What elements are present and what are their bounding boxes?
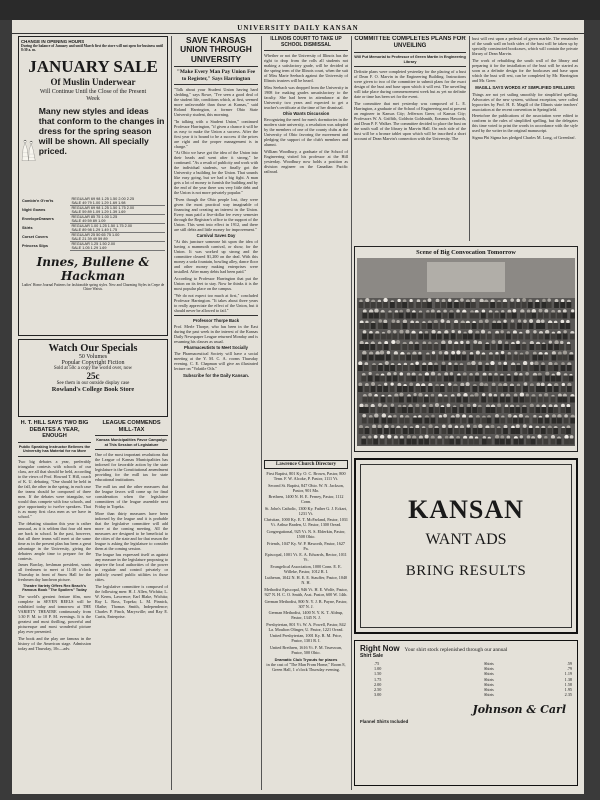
directory-entry: German Methodist, 800 N. Y. J. B. Payne, Pastor, 307 N. J. [264, 598, 348, 609]
union-paragraph: "At Ohio we have got the idea of the Union into their heads and went after it strong," he continued. "As a result of publicity and work with the individual students, we finally got the University a building for the Union. That sounds like easy going, but we had a big fight. A man gets a lot of money to furnish the building and by the end of the year there was very little debt and the Union is not more privately popular." [174, 150, 258, 196]
hill-headline: H. T. HILL SAYS TWO BIG DEBATES A YEAR, ENOUGH [20, 420, 89, 440]
shirt-headline: Right Now [360, 644, 400, 653]
regular-price: 2.50 [374, 687, 382, 693]
sale-price: 1.95 [564, 687, 572, 693]
sale-price: 1.58 [564, 681, 572, 687]
item-name: Corset Covers [22, 234, 48, 239]
shirt-label: Shirts [484, 687, 494, 693]
shirt-label: Shirts [484, 681, 494, 687]
store-signature: Innes, Bullene & Hackman [36, 254, 150, 283]
sale-continue: Will Continue Until the Close of the Present Week [39, 88, 147, 102]
convocation-photo [357, 258, 575, 446]
price-table [21, 197, 165, 251]
column-4 [354, 36, 466, 256]
regular-price: 3.00 [374, 692, 382, 698]
shirt-label: Shirts [484, 661, 494, 666]
memorial-subhead: Will Put Memorial to Professor of Green Martin in Engineering Library [354, 55, 466, 64]
league-paragraph: The legislative committee is composed of the following men: H. J. Allen, Wichita; L. W. Kerns, Lawrence; Earl Blake, Wichita; Ray L. Ross, Topeka; L. M. Pinnick, Olathe; Thomas Smith, Independence; Charles P. Finch, Marysville; and Ray E. Curtis, Enterprise. [95, 583, 168, 619]
kansan-want-ads [354, 458, 578, 634]
regular-price-row: REGULAR 25 50 65 75 1.00 [71, 232, 120, 237]
item-name: EnvelopeDrawers [22, 216, 54, 221]
directory-sub2: Dramatic Club Tryouts for places [274, 656, 338, 662]
bust-paragraph: The work of rebuilding the south wall of the library and preparing it for the installation of the bust will be started as soon as a definite design for the bookcases and base upon which the bust will rest, can be completed by Mr. Harrington and Mr. Greer. [472, 57, 578, 83]
notice-title: CHANGE IN OPENING HOURS [21, 39, 85, 44]
ladies-illustration [21, 106, 36, 194]
shirt-label: Shirts [484, 692, 494, 698]
league-article [95, 420, 168, 652]
league-body-2 [174, 324, 258, 344]
hill-variety-paragraph: The world's greatest feature film, now complete in SEVEN REELS will be exhibited today and tomorrow at THE VARIETY THEATRE continuously from 1:30 P. M. to 10 P. M. evenings. It is the greatest and most thrilling, powerful and picturesque and most wonderful picture play ever presented. [18, 593, 91, 634]
directory-entry: Lutheran, 1042 N. H. E. E. Stauffer, Pastor, 1040 N. H. [264, 575, 348, 586]
specials-line1: 50 Volumes [78, 354, 108, 360]
hill-body [18, 459, 91, 582]
january-sale-ad [18, 36, 168, 336]
shirt-label: Shirts [484, 671, 494, 677]
regular-price-row: REGULAR 69 98 1.25 1.50 1.75 2.00 [71, 205, 135, 210]
sale-headline: JANUARY SALE [28, 56, 158, 76]
league-paragraph: One of the most important resolutions that the League of Kansas Municipalities has indorsed for favorable action by the state legislature is the Constitutional amendment providing for the mill tax for state educational institutions. [95, 452, 168, 483]
directory-entry: Methodist Episcopal, 946 Vt. H. E. Wolfe, Pastor, 927 N. H. C. O. Smith, Asst. Pastor, 600 W. 14th. [264, 586, 348, 597]
photo-caption: Scene of Big Convocation Tomorrow [416, 249, 516, 256]
regular-price: 1.50 [374, 671, 382, 677]
right-body [472, 36, 578, 83]
directory-footer: in the cast of "The Man From Home," Room 8, Green Hall, 1 o'clock Thursday evening. [266, 661, 346, 672]
masthead: UNIVERSITY DAILY KANSAN [237, 24, 359, 32]
memorial-body [354, 69, 466, 141]
specials-line2: Popular Copyright Fiction [61, 360, 125, 366]
carnival-paragraph: "At this juncture someone hit upon the idea of having a mammoth carnival, or show, for the Union. It was worked up strong and the committee cleared $1,200 on the deal. With this money a soda fountain, bowling alley, dance floor and other money making enterprises were installed. After many debts had been paid." [174, 239, 258, 275]
scan-border [0, 0, 600, 20]
sale-price-row: SALE 59 89 1.09 1.29 1.39 1.69 [70, 210, 165, 215]
directory-entry: Friends, 1047 Ky. W. P. Haworth, Pastor, 1627 Pa. [266, 540, 346, 551]
hill-paragraph: James Barclay, freshman president, wants all freshmen to meet at 11:30 o'clock Thursday in front of Snow Hall for the freshmen day luncheon picture. [18, 562, 91, 583]
hill-paragraph: Two big debates a year, preferably triangular contests with schools of our class, are all that should be held, according to the views of Prof. Howard T. Hill, coach of K. U. debating. "One should be held in the fall, the other in the spring, in each case the teams should be composed of three men. If the debates were triangular, we would thus compete with four schools, and give opportunity to twelve speakers. That is as many first class men as we have in school." [18, 458, 91, 519]
column-5 [472, 36, 578, 256]
item-name: Combin'n G'rm'ts [22, 199, 54, 204]
sale-price-row: SALE 89 98 1.29 1.49 1.75 [70, 228, 165, 233]
memorial-paragraph: The committee that met yesterday was composed of L. E. Harrington, a graduate of the School of Engineering and at present an engineer in Kansas City; Jefferson Greer, of Kansas City; Professors W. A. Griffith, Goldwin Goldsmith, Erasmus Haworth, and Dean P. F. Walker. The committee decided to place the bust on the south wall of the library in Marvin Hall. On each side of the bust will be a bronze tablet upon which will be inscribed a short account of Dean Marvin's connection with the University. The [354, 100, 466, 141]
court-body-2 [264, 117, 348, 174]
shirt-footer: Flannel Shirts Included [360, 719, 409, 725]
thorpe-paragraph: Prof. Merle Thorpe, who has been in the East during the past week in the interest of the Kansas Daily Newspaper League returned Monday and is resuming his classes as usual. [174, 323, 258, 344]
league-paragraph: The mill tax and the other measures that the league favors will come up for final consideration when the legislative committees of the league assemble next Friday in Topeka. [95, 483, 168, 509]
magill-body [472, 92, 578, 140]
league-headline: LEAGUE COMMENDS MILL-TAX [102, 420, 161, 433]
sale-price-row: SALE 49 79 1.00 1.29 1.69 1.98 [70, 201, 165, 206]
specials-line3: Sold at 50c a copy the world over, now [53, 366, 133, 371]
masthead-rule [12, 33, 584, 34]
kansan-line2: BRING RESULTS [405, 563, 527, 579]
league-body-3 [174, 351, 258, 371]
sale-price: .59 [566, 661, 572, 666]
sale-blurb: Many new styles and ideas that conform to the changes in dress for the spring season will be shown. All specially priced. [38, 105, 165, 156]
specials-store: Rowland's College Book Store [51, 386, 135, 393]
union-paragraph: "In talking with a Student Union," continued Professor Harrington, "if given a chance it will be as easy to make the Union a success. After the first year it is bound to be a success if the prices are right and the proper management is in charge." [174, 118, 258, 149]
sale-price: .79 [566, 666, 572, 672]
hill-subhead: Public Speaking Instructor Believes the University has Material for no More [18, 444, 91, 454]
directory-entry: Evangelical Association, 1000 Conn. E. E. Willeke, Pastor, 1012 R. I. [270, 563, 342, 574]
convocation-photo-box [354, 246, 578, 452]
regular-price: 2.00 [374, 681, 382, 687]
directory-entry: Episcopal, 1001 Vt. E. A. Edwards, Rector, 1011 Vt. [265, 552, 347, 563]
ohio-paragraph: Recognizing the need for men's dormitories in the modern state university, a resolution was adopted by the members of one of the county clubs at the University of Ohio favoring the movement and pledging the support of the club's members and alumni. [264, 117, 348, 148]
hill-sub2: Theatre Variety Offers Rex Beach's Famous Book "The Spoilers" Today [22, 583, 87, 593]
specials-ad [18, 339, 168, 417]
regular-price-row: REGULAR 69 98 1.25 1.50 2.00 2.25 [71, 196, 135, 201]
shirt-label: Shirts [484, 676, 494, 682]
directory-entries [264, 471, 348, 655]
league-subhead: Kansas Municipalities Favor Campaign at This Session of Legislature [96, 438, 167, 447]
union-paragraph: "Talk about your Student Union having hard sledding," says Rowe, "I've seen a good deal of the student life, conditions which, at first, seemed more unfavorable than those at Kansas," said Roland Harrington, a former Ohio State University student, this morning. [174, 87, 258, 118]
magill-paragraph: Sigma Phi Sigma has pledged Charles M. Long, of Greenleaf. [472, 134, 576, 140]
item-name: Princess Slips [22, 243, 48, 248]
directory-entry: Congregational, 925 Vt. N. S. Elderkin, Pastor, 1508 Ohio. [266, 528, 346, 539]
hill-body-2 [18, 594, 91, 651]
directory-entry: St. John's Catholic, 1300 Ky. Father G. J. Eckart, 1231 Vt. [264, 505, 348, 516]
directory-entry: Second St. Baptist, 847 Ohio. W. N. Jackson, Pastor, 901 Mo. [268, 482, 344, 493]
sale-price-row: SALE 1.05 1.29 1.69 [70, 246, 165, 251]
regular-price: 1.75 [374, 676, 382, 682]
sale-price: 1.19 [564, 671, 572, 677]
sale-price: 2.35 [564, 692, 572, 698]
court-paragraph: Whether or not the University of Illinois has the right to drop from the rolls all students not making a satisfactory grade, will be decided at the spring term of the Illinois court, when the suit of Miss Marie Seebach against the University of Illinois trustees will be heard. [264, 53, 348, 83]
hill-paragraph: The debating situation this year is rather unusual, as it is seldom that four old men are back in school. In the past, however, that all three teams will meet at the same time as in the present plan has been a great advantage in the University, giving the debaters ample time to prepare for the contests. [18, 520, 91, 561]
sale-subhead: Of Muslin Underwear [50, 76, 136, 87]
hill-variety-paragraph: The book and the play are famous in the history of the American stage. Admission today and Thursday, 10c—adv. [18, 635, 91, 651]
sale-price-row: SALE 21 39 49 59 89 [70, 237, 165, 242]
regular-price-row: REGULAR 1.25 1.50 2.00 [71, 241, 116, 246]
memorial-paragraph: Definite plans were completed yesterday for the placing of a bust of Dean F. O. Marvin in the Engineering Building. Instructions were given to two of the committee to submit plans for the exact design of the bust and base upon which it will rest. The unveiling will take place during commencement week but as yet no definite date or time has been set for the event. [354, 69, 466, 100]
union-subhead: "Make Every Man Pay Union Fee to Register," Says Harrington [176, 69, 256, 82]
carnival-paragraph: "We do not expect too much at first," concluded Professor Harrington. "It takes about three years to really appreciate the effect of the Union, but it should never be allowed to fail." [174, 292, 258, 313]
bust-paragraph: bust will rest upon a pedestal of green marble. The remainder of the south wall on both sides of the bust will be taken up by specially constructed bookcases, which will contain the private library of Dean Marvin. [472, 36, 578, 56]
pharmacy-paragraph: The Pharmaceutical Society will have a social meeting at the Y. M. C. A. rooms Thursday evening. C. E. Chapman will give an illustrated lecture on "Volatile Oils." [174, 351, 258, 372]
league-paragraph: More than thirty measures have been indorsed by the league and it is probable that the legislative committee will add more at the coming meeting. All the measures are designed to be beneficial to the cities of the state and for that reason the league is asking the legislature to consider them at the coming session. [95, 510, 168, 551]
hill-article [18, 420, 91, 652]
ohio-paragraph: William Woodbury, a graduate of the School of Engineering visited his professor at the Hill yesterday. Woodbury now holds a position as division engineer on the Canadian Pacific railroad. [264, 148, 348, 174]
league-sub3: Pharmaceutists to Meet Socially [184, 345, 248, 351]
directory-entry: First Baptist, 801 Ky. O. C. Brown, Pastor, 800 Tenn. F. W. Alcoke, P. Pastor, 1111 Vt. [266, 471, 346, 481]
sale-tagline: Ladies' Home Journal Patterns for fashionable spring styles. New and Charming Styles in Crepe de Chine Waists. [21, 282, 165, 292]
sale-price: 1.38 [564, 676, 572, 682]
specials-title: Watch Our Specials [48, 343, 138, 354]
item-name: Skirts [22, 225, 33, 230]
magill-headline: MAGILL SAYS WORDS AT SIMPLIFIED SPELLERS [475, 84, 575, 90]
league-paragraph: The league has expressed itself as against any measure in the legislature proposing to deprive the local authorities of the power to regulate and control privately or publicly owned public utilities in those cities. [95, 552, 168, 583]
kansan-title: KANSAN [408, 495, 524, 524]
league-footer: Subscribe for the Daily Kansan. [182, 373, 250, 379]
regular-price: .75 [374, 661, 380, 666]
magill-paragraph: Heretofore the publications of the association were edited to conform to the rules of simplified spelling, but the delegates this time voted to print the words in accordance with the style used by the writer in the original manuscript. [472, 113, 578, 134]
regular-price-row: REGULAR 85 75 1.00 1.25 [71, 214, 118, 219]
shirt-label: Shirts [484, 666, 494, 672]
newspaper-page [12, 20, 584, 794]
notice-text: During the balance of January and until March first the store will not open for business until 8:30 a. m. [21, 44, 164, 53]
union-headline: SAVE KANSAS UNION THROUGH UNIVERSITY [180, 36, 252, 64]
church-directory [264, 460, 348, 790]
court-headline: ILLINOIS COURT TO TAKE UP SCHOOL DISMISSAL [270, 36, 342, 48]
directory-entry: United Presbyterian, 1001 Ky. R. M. Price, Pastor, 1301 R. I. [269, 633, 343, 644]
league-body [95, 452, 168, 618]
court-body [264, 53, 348, 110]
directory-entry: United Brethren, 1616 Vt. F. M. Trueswan, Pastor, 500 Ohio. [269, 644, 343, 655]
union-sub2: Carnival Saves Day [196, 233, 236, 239]
shirt-store: Johnson & Carl [472, 703, 566, 717]
shirt-sale-label: Shirt Sale [360, 653, 384, 659]
regular-price-row: REGULAR 1.00 1.25 1.50 1.75 2.00 [71, 223, 133, 228]
column-1 [18, 36, 168, 792]
regular-price: 1.00 [374, 666, 382, 672]
shirt-sale-ad [354, 640, 578, 786]
magill-paragraph: Things are not yet sailing smoothly for simplified spelling. Advocates of the new system, without exception, were called hypocrites by Prof. H. E. Magill of the Illinois state teachers' association at the recent convention in Springfield. [472, 91, 578, 112]
column-2 [174, 36, 258, 792]
specials-price: 25c [86, 371, 100, 381]
carnival-paragraph: According to Professor Harrington that put the Union on its feet to stay. Now he thinks it is the most popular place on the campus. [174, 276, 258, 291]
union-body-2 [174, 239, 258, 312]
specials-line4: See them in our outside display case [56, 381, 130, 386]
court-paragraph: Miss Seebach was dropped from the University in 1908 for making grades unsatisfactory to the faculty. She had been in attendance at the University two years and expected to get a teacher's certificate at the time of her dismissal. [264, 84, 348, 110]
memorial-headline: COMMITTEE COMPLETES PLANS FOR UNVEILING [354, 36, 466, 49]
union-paragraph: "Even though the Ohio people lost, they were given the most practical way imaginable of financing and creating an interest in the Union. Every man paid a five-dollar fee every semester through the Registrar's office to the support of the Union. This went into effect in 1912, and there are still debts and little money for improvement." [174, 196, 258, 232]
shirt-tagline: Your shirt stock replenished through our annual [404, 647, 508, 653]
sale-price-row: SALE 49 59 89 1.09 [70, 219, 165, 224]
kansan-line1: WANT ADS [425, 531, 507, 548]
directory-title: Lawrence Church Directory [275, 462, 337, 467]
item-name: Night Gowns [22, 207, 46, 212]
sale-prices [484, 661, 572, 697]
directory-entry: Presbyterian, 801 Vt. W. A. Powell, Pastor, 842 La. Moulton Olinger, U. Pastor, 1221 Oread. [266, 621, 346, 632]
directory-entry: German Methodist, 1400 N. Y. K. T. Aldrup, Pastor, 1345 N. J. [268, 610, 344, 621]
directory-entry: Brethren, 1400 N. H. E. Ferney, Pastor, 1112 Conn. [268, 494, 344, 505]
court-sub2: Ohio Wants Discussion [282, 111, 330, 117]
league-sub2: Professor Thorpe Back [192, 317, 240, 323]
union-body [174, 87, 258, 232]
directory-entry: Christian, 1000 Ky. E. T. McFarland, Pastor, 1031 Vt. Arthur Braden, U. Pastor, 1300 Oread. [264, 517, 348, 528]
regular-prices [360, 661, 381, 697]
